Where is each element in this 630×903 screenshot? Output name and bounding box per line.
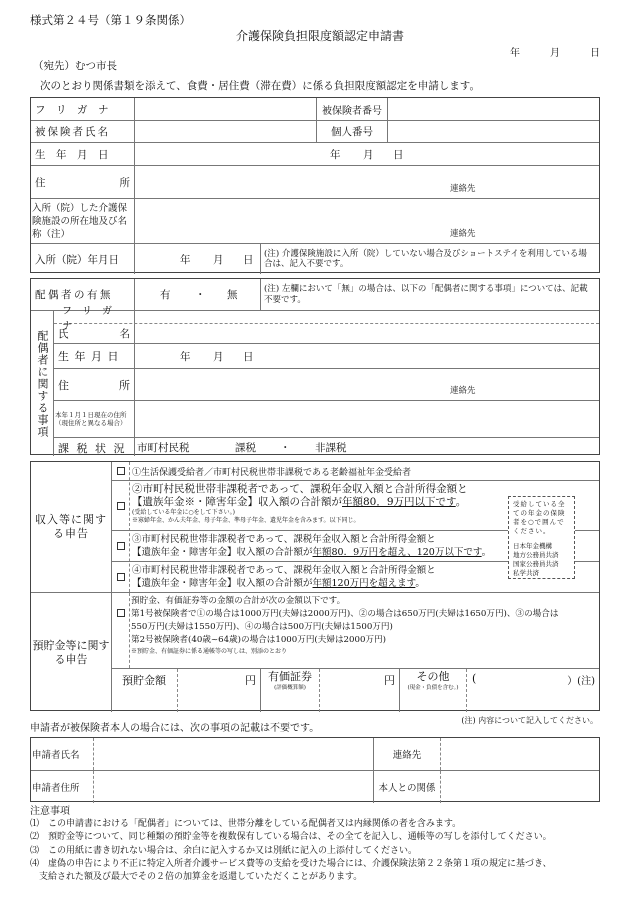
- other-input[interactable]: [467, 669, 599, 712]
- note-item-4-cont: 支給された額及び最大でその２倍の加算金を返還していただくことがあります。: [30, 872, 363, 883]
- admission-day: 日: [243, 253, 254, 266]
- insured-number-input[interactable]: [388, 98, 599, 120]
- note-item-1: ⑴ この申請書における「配偶者」については、世帯分離をしている配偶者又は内縁関係の者を含みます。: [30, 819, 462, 830]
- applicant-name-label: 申請者氏名: [32, 750, 80, 761]
- income-option-4-checkbox[interactable]: [117, 573, 125, 581]
- insurer-shigaku-kyousai[interactable]: 私学共済: [513, 569, 539, 577]
- income-option-3-line2: 【遺族年金・障害年金】収入額の合計額が年額80．9万円を超え、120万以下です。: [132, 547, 492, 558]
- spouse-row-address: [54, 368, 599, 400]
- savings-line-4: 第2号被保険者(40歳~64歳)の場合は1000万円(夫婦は2000万円): [131, 635, 386, 645]
- personal-number-label: 個人番号: [331, 126, 373, 138]
- has-spouse-note: (注) 左欄において「無」の場合は、以下の「配偶者に関する事項」については、記載不要です。: [264, 284, 588, 305]
- insured-name-input[interactable]: [135, 121, 316, 142]
- income-option-1-checkbox[interactable]: [117, 467, 125, 475]
- declaration-table: [30, 461, 600, 711]
- insurer-nenkin-kikou[interactable]: 日本年金機構: [513, 542, 552, 550]
- savings-amounts: [112, 668, 599, 712]
- savings-footnote: ※預貯金、有価証券に係る通帳等の写しは、別添のとおり: [131, 648, 288, 655]
- savings-line-1: 預貯金、有価証券等の金額の合計が次の金額以下です。: [131, 596, 346, 606]
- income-option-3-threshold: 年額80．9万円を超え、120万以下です: [312, 547, 482, 558]
- spouse-jan1-address-label: 本年１月１日現在の住所（現住所と異なる場合）: [55, 410, 127, 427]
- income-option-2-line2: 【遺族年金※・障害年金】収入額の合計額が年額80．9万円以下です。: [132, 496, 467, 508]
- income-option-1-text: ①生活保護受給者／市町村民税世帯非課税である老齢福祉年金受給者: [132, 467, 412, 478]
- furigana-label: フ リ ガ ナ: [35, 103, 109, 116]
- facility-label: 入所（院）した介護保険施設の所在地及び名称（注）: [32, 202, 128, 240]
- address-contact-label: 連絡先: [450, 184, 476, 194]
- date-year: 年: [510, 48, 520, 59]
- applicant-name-input[interactable]: [94, 738, 373, 770]
- row-name: [31, 120, 599, 142]
- deposit-label: 預貯金額: [122, 674, 166, 687]
- spouse-address-label: [54, 369, 134, 400]
- address-label: [31, 166, 134, 198]
- applicant-contact-input[interactable]: [441, 738, 599, 770]
- furigana-input[interactable]: [135, 98, 316, 120]
- other-label: その他: [416, 670, 450, 683]
- row-admission-date: [31, 243, 599, 274]
- admission-note: (注) 介護保険施設に入所（院）していない場合及びショートステイを利用している場合は、記入不要です。: [264, 248, 587, 269]
- spouse-jan1-address-input[interactable]: [135, 401, 599, 437]
- has-spouse-options: [135, 279, 260, 310]
- birthdate-input[interactable]: [135, 143, 599, 165]
- applicant-row-name: [31, 738, 599, 770]
- applicant-address-input[interactable]: [94, 771, 373, 803]
- insured-name-label: 被保険者氏名: [35, 126, 110, 138]
- spouse-row-furigana: [54, 306, 599, 332]
- application-date[interactable]: [480, 44, 600, 59]
- admission-month: 月: [213, 253, 224, 266]
- note-item-2: ⑵ 預貯金等について、同じ種類の預貯金等を複数保有している場合は、その全てを記入し、通帳等の写しを添付してください。: [30, 832, 552, 843]
- spouse-row-name: [54, 324, 599, 343]
- row-furigana: [31, 98, 599, 120]
- tax-status-taxed[interactable]: 課税: [235, 442, 256, 454]
- has-spouse-yes[interactable]: 有: [160, 289, 171, 301]
- applicant-contact-label: 連絡先: [392, 750, 422, 761]
- spouse-name-label-a: 氏: [58, 328, 69, 340]
- spouse-name-label: [54, 324, 134, 343]
- spouse-tax-status-options: [135, 438, 599, 457]
- pension-insurer-box: [508, 496, 575, 579]
- income-option-2-sub2: ※寡婦年金、かん夫年金、母子年金、準母子年金、遺児年金を含みます。以下同じ。: [132, 517, 360, 524]
- other-sub: (現金・負債を含む。): [407, 685, 459, 691]
- pension-box-instruction: 受給している全ての年金の保険者を○で囲んでください。: [513, 500, 566, 535]
- income-option-4-threshold: 年額120万円を超えます: [312, 578, 416, 589]
- applicant-intro: 申請者が被保険者本人の場合には、次の事項の記載は不要です。: [30, 723, 320, 734]
- other-open-paren: (: [472, 672, 477, 685]
- has-spouse-label: 配偶者の有無: [35, 289, 113, 301]
- income-option-3-line1: ③市町村民税世帯非課税者であって、課税年金収入額と合計所得金額と: [132, 534, 436, 545]
- income-option-2-checkbox[interactable]: [117, 502, 125, 510]
- insurer-kokka-kyousai[interactable]: 国家公務員共済: [513, 560, 559, 568]
- spouse-furigana-input[interactable]: [135, 311, 599, 323]
- insured-number-label: 被保険者番号: [322, 105, 382, 117]
- income-option-2-threshold: 年額80．9万円以下です: [342, 496, 456, 508]
- birthdate-label: 生 年 月 日: [35, 148, 109, 161]
- income-option-2-sub1: (受給している年金に○をして下さい。): [132, 509, 235, 516]
- tax-status-sep: ・: [280, 442, 291, 454]
- income-section: [31, 462, 599, 592]
- has-spouse-sep: ・: [195, 289, 206, 301]
- spouse-birth-year: 年: [180, 350, 191, 363]
- row-address: [31, 165, 599, 198]
- spouse-row-jan1-address: [54, 400, 599, 437]
- address-label-b: 所: [119, 176, 130, 189]
- admission-year: 年: [180, 253, 191, 266]
- facility-input[interactable]: [135, 199, 599, 243]
- securities-sub: (評価概算額): [274, 685, 306, 691]
- income-option-3-checkbox[interactable]: [117, 542, 125, 550]
- savings-conditions: [112, 593, 599, 668]
- insured-table: [30, 97, 600, 273]
- spouse-name-input[interactable]: [135, 324, 599, 343]
- deposit-unit: 円: [245, 674, 256, 687]
- spouse-section-label: 配偶者に関する事項: [36, 329, 49, 438]
- tax-status-untaxed[interactable]: 非課税: [315, 442, 347, 454]
- income-option-2-line1: ②市町村民税世帯非課税者であって、課税年金収入額と合計所得金額と: [132, 483, 468, 495]
- insurer-chihou-kyousai[interactable]: 地方公務員共済: [513, 551, 559, 559]
- birthdate-year: 年: [330, 148, 341, 161]
- date-month: 月: [550, 48, 560, 59]
- facility-contact-label: 連絡先: [450, 229, 476, 239]
- income-option-4-line1: ④市町村民税世帯非課税者であって、課税年金収入額と合計所得金額と: [132, 565, 436, 576]
- note-item-3: ⑶ この用紙に書き切れない場合は、余白に記入するか又は別紙に記入の上添付してください。: [30, 845, 418, 856]
- spouse-row-birthdate: [54, 343, 599, 368]
- spouse-birth-month: 月: [213, 350, 224, 363]
- spouse-name-label-b: 名: [119, 328, 130, 340]
- addressee: （宛先）むつ市長: [33, 60, 117, 72]
- admission-date-input[interactable]: [135, 244, 260, 274]
- savings-note: (注) 内容について記入してください。: [461, 716, 598, 725]
- notes-section: [30, 805, 620, 884]
- note-item-4: ⑷ 虚偽の申告により不正に特定入所者介護サービス費等の支給を受けた場合には、介護保険法第２２条第１項の規定に基づき、: [30, 858, 552, 869]
- admission-date-label: 入所（院）年月日: [35, 253, 119, 266]
- spouse-address-label-b: 所: [119, 378, 130, 392]
- securities-input[interactable]: [320, 669, 399, 712]
- birthdate-month: 月: [363, 148, 374, 161]
- row-birthdate: [31, 142, 599, 165]
- has-spouse-no[interactable]: 無: [227, 289, 238, 301]
- income-option-1: [112, 462, 599, 480]
- row-facility: [31, 198, 599, 243]
- personal-number-input[interactable]: [388, 121, 599, 142]
- applicant-relationship-input[interactable]: [441, 771, 599, 803]
- deposit-input[interactable]: [178, 669, 260, 712]
- savings-line-2: 第1号被保険者で①の場合は1000万円(夫婦は2000万円)、②の場合は650万円(夫婦は1650万円)、③の場合は: [131, 609, 559, 619]
- date-day: 日: [590, 48, 600, 59]
- applicant-relationship-label: 本人との関係: [378, 783, 436, 794]
- spouse-birth-day: 日: [243, 350, 254, 363]
- spouse-tax-status-label: 課 税 状 況: [58, 441, 127, 455]
- spouse-furigana-label: フ リ ガ ナ: [62, 306, 122, 332]
- tax-status-prefix: 市町村民税: [137, 442, 190, 454]
- spouse-table: [30, 278, 600, 455]
- applicant-address-label: 申請者住所: [32, 783, 80, 794]
- securities-label: 有価証券: [268, 670, 312, 683]
- spouse-row-tax-status: [54, 437, 599, 457]
- other-close-paren: ）(注): [567, 676, 595, 687]
- notes-title: 注意事項: [30, 806, 70, 817]
- spouse-address-label-a: 住: [58, 378, 69, 392]
- income-option-4-line2: 【遺族年金・障害年金】収入額の合計額が年額120万円を超えます。: [132, 578, 425, 589]
- spouse-contact-label: 連絡先: [450, 386, 476, 396]
- income-section-label: 収入等に関する申告: [35, 513, 107, 540]
- address-input[interactable]: [135, 166, 599, 198]
- page-title: 介護保険負担限度額認定申請書: [235, 29, 404, 43]
- savings-section-label: 預貯金等に関する申告: [32, 638, 110, 666]
- savings-section: [31, 592, 599, 712]
- intro-text: 次のとおり関係書類を添えて、食費・居住費（滞在費）に係る負担限度額認定を申請します。: [40, 80, 480, 92]
- applicant-row-address: [31, 770, 599, 803]
- securities-unit: 円: [384, 674, 395, 687]
- spouse-birthdate-label: 生 年 月 日: [58, 350, 120, 363]
- birthdate-day: 日: [393, 148, 404, 161]
- spouse-details: [31, 306, 599, 456]
- spouse-birthdate-input[interactable]: [135, 344, 599, 368]
- applicant-table: [30, 737, 600, 802]
- address-label-a: 住: [35, 176, 46, 189]
- spouse-address-input[interactable]: [135, 369, 599, 400]
- savings-line-3: 550万円(夫婦は1550万円)、④の場合は500万円(夫婦は1500万円): [131, 622, 393, 632]
- savings-checkbox[interactable]: [117, 609, 125, 617]
- form-number: 様式第２４号（第１９条関係）: [30, 13, 191, 27]
